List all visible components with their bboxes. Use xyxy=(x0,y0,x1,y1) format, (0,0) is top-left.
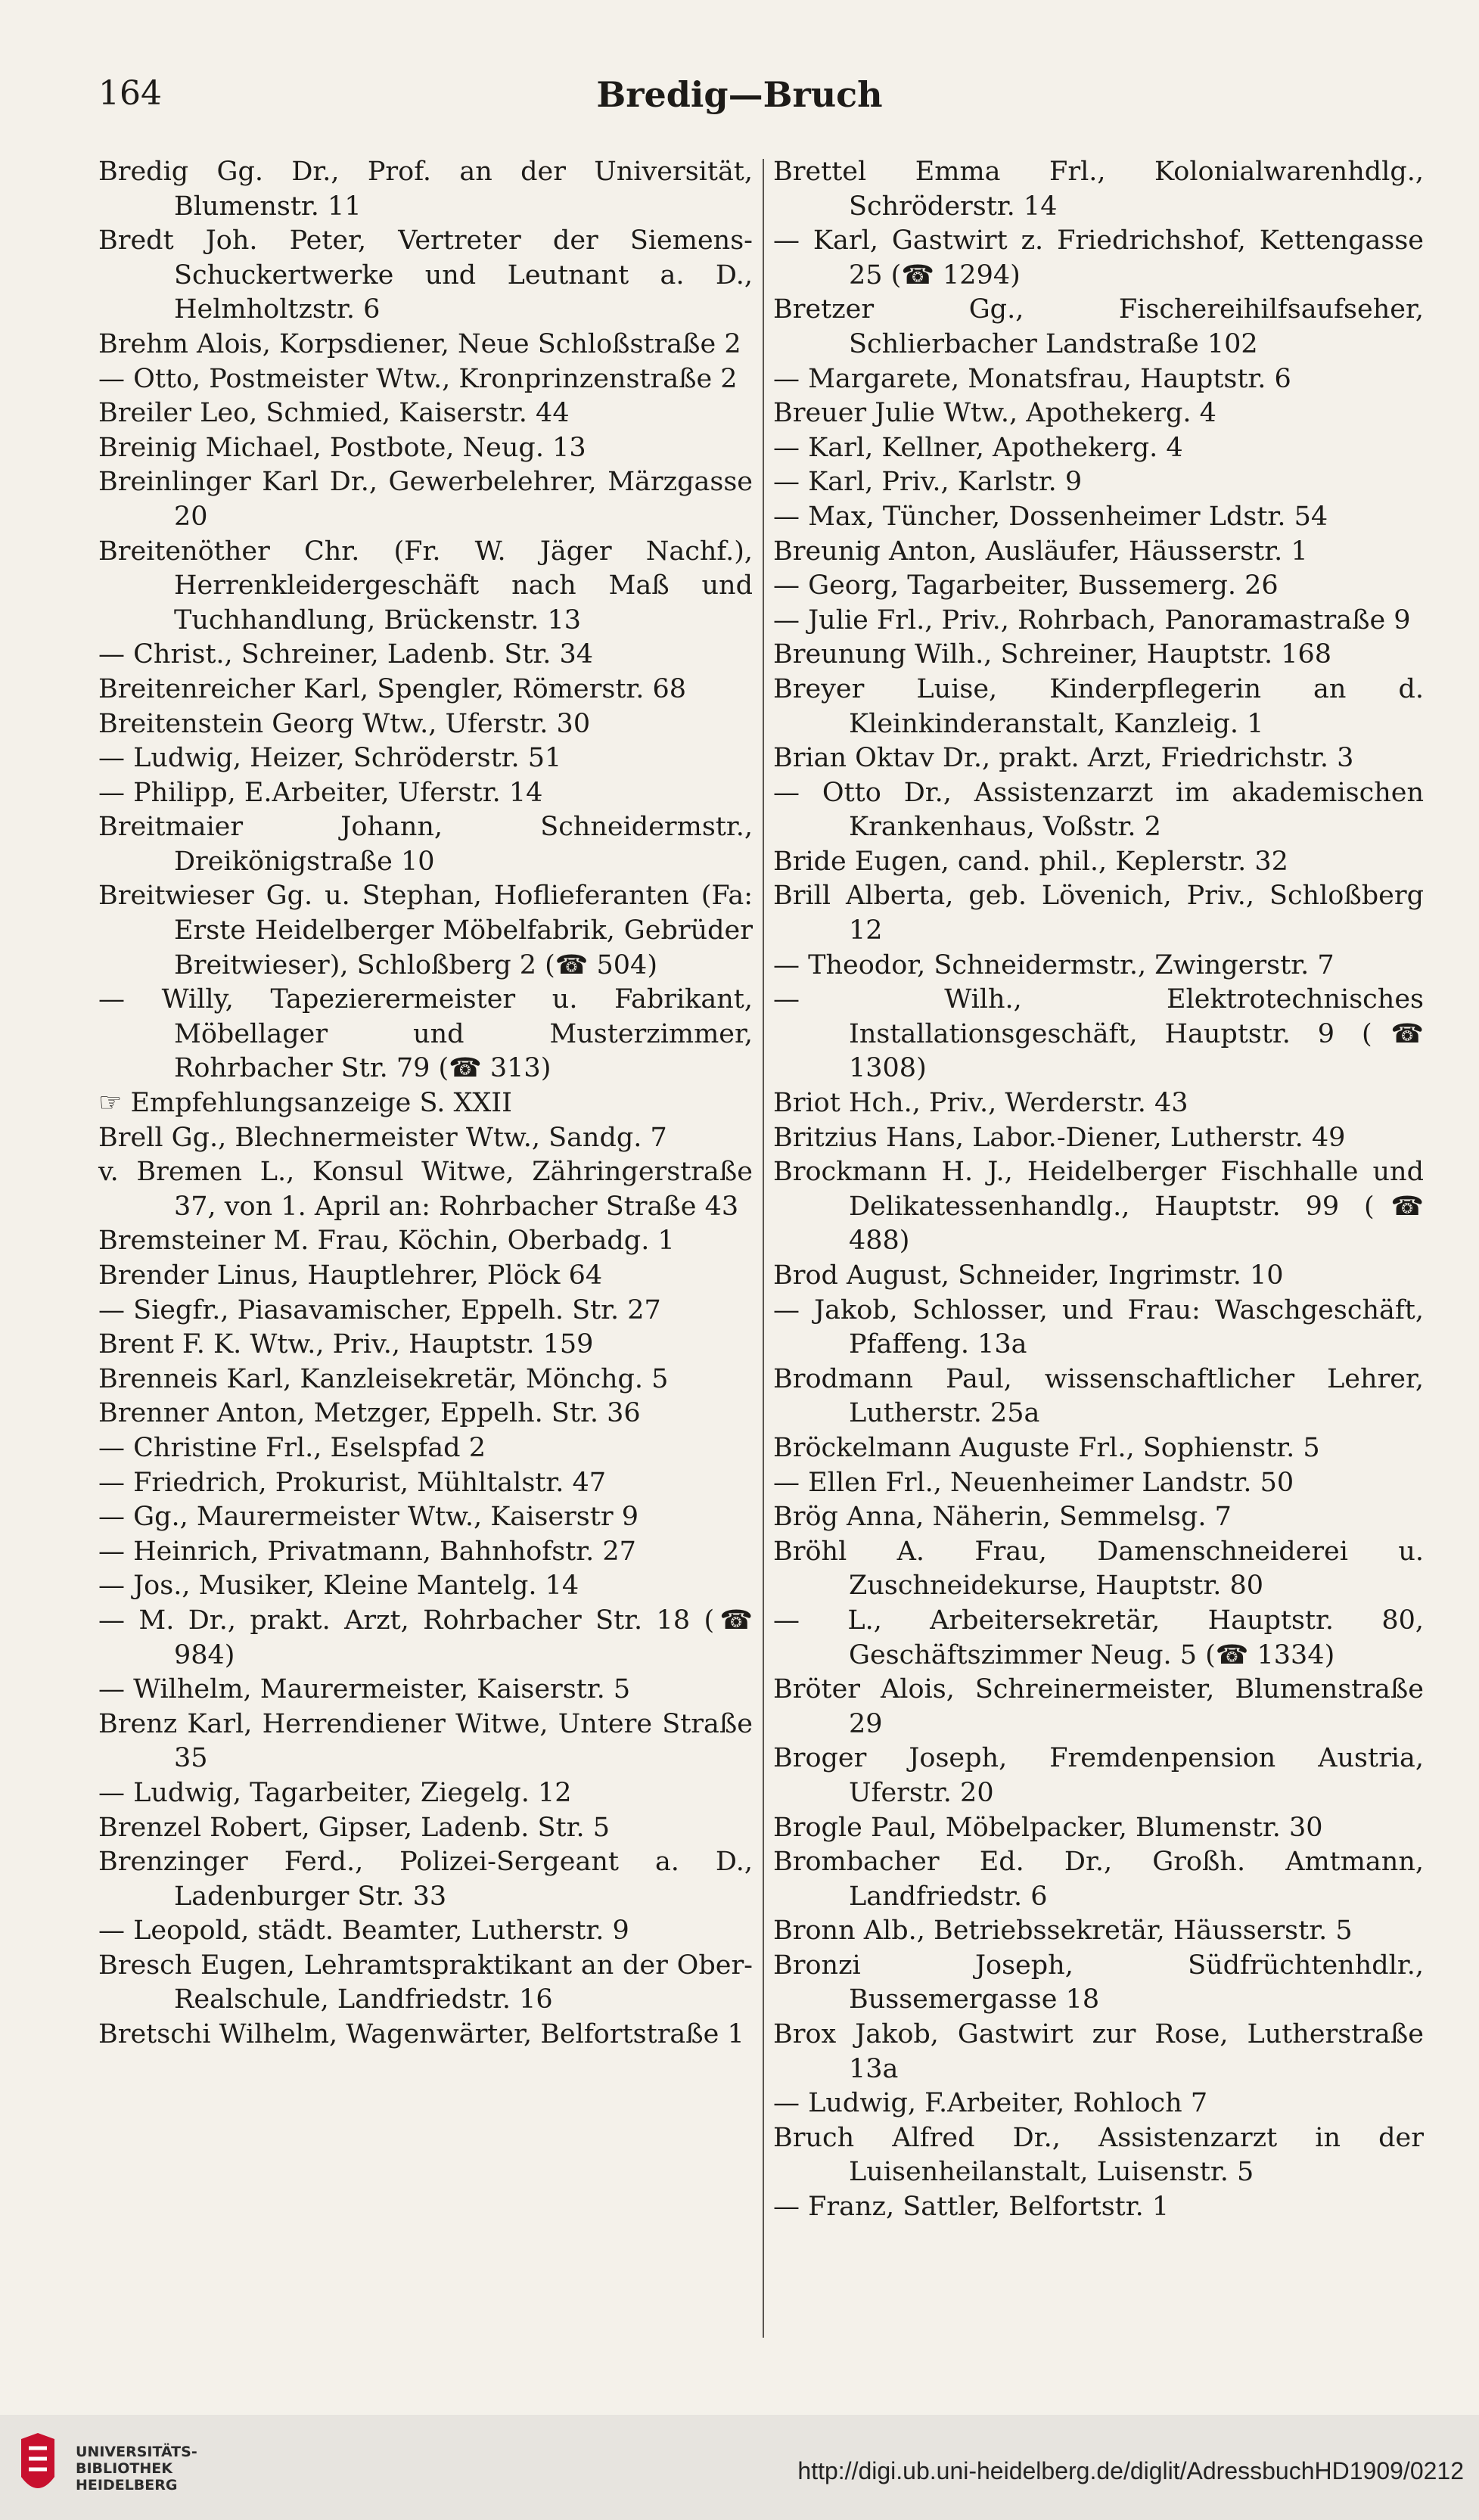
library-name xyxy=(76,2444,197,2494)
directory-entry: Bronn Alb., Betriebssekretär, Häusserstr. 5 xyxy=(773,1916,1353,1947)
directory-entry: — Christ., Schreiner, Ladenb. Str. 34 xyxy=(98,639,594,670)
directory-entry: Bredt Joh. Peter, Vertreter der Siemens-Schuckertwerke und Leutnant a. D., Helmholtzstr. 6 xyxy=(98,225,753,325)
right-column xyxy=(773,155,1424,2225)
library-name-line-3: HEIDELBERG xyxy=(76,2477,178,2494)
directory-entry: — Ludwig, Heizer, Schröderstr. 51 xyxy=(98,743,562,774)
directory-entry: — Georg, Tagarbeiter, Bussemerg. 26 xyxy=(773,570,1279,601)
directory-entry: Breinig Michael, Postbote, Neug. 13 xyxy=(98,432,586,463)
directory-entry: — Otto, Postmeister Wtw., Kronprinzenstraße 2 xyxy=(98,363,738,394)
directory-entry: Briot Hch., Priv., Werderstr. 43 xyxy=(773,1088,1188,1119)
directory-entry: — Margarete, Monatsfrau, Hauptstr. 6 xyxy=(773,363,1291,394)
directory-entry: Breuer Julie Wtw., Apothekerg. 4 xyxy=(773,398,1216,429)
directory-entry: Brill Alberta, geb. Lövenich, Priv., Schloßberg 12 xyxy=(773,881,1424,946)
directory-entry: Breyer Luise, Kinderpflegerin an d. Kleinkinderanstalt, Kanzleig. 1 xyxy=(773,673,1424,739)
directory-entry: — Leopold, städt. Beamter, Lutherstr. 9 xyxy=(98,1916,629,1947)
column-divider xyxy=(763,159,764,2338)
directory-entry: — Karl, Gastwirt z. Friedrichshof, Kettengasse 25 (☎ 1294) xyxy=(773,225,1424,291)
directory-entry: Brockmann H. J., Heidelberger Fischhalle und Delikatessenhandlg., Hauptstr. 99 (☎ 488) xyxy=(773,1157,1424,1257)
footer-bar xyxy=(0,2415,1479,2520)
directory-entry: Bröckelmann Auguste Frl., Sophienstr. 5 xyxy=(773,1432,1320,1463)
directory-entry: Breinlinger Karl Dr., Gewerbelehrer, Märzgasse 20 xyxy=(98,467,753,532)
directory-entry: — Heinrich, Privatmann, Bahnhofstr. 27 xyxy=(98,1536,636,1567)
directory-entry: — Theodor, Schneidermstr., Zwingerstr. 7 xyxy=(773,949,1335,980)
directory-entry: Britzius Hans, Labor.-Diener, Lutherstr. 49 xyxy=(773,1122,1346,1153)
directory-entry: — Otto Dr., Assistenzarzt im akademischen Krankenhaus, Voßstr. 2 xyxy=(773,777,1424,843)
running-head: Bredig—Bruch xyxy=(596,74,883,115)
directory-entry: Brenneis Karl, Kanzleisekretär, Mönchg. 5 xyxy=(98,1363,669,1394)
directory-entry: Brogle Paul, Möbelpacker, Blumenstr. 30 xyxy=(773,1812,1323,1843)
directory-entry: — L., Arbeitersekretär, Hauptstr. 80, Geschäftszimmer Neug. 5 (☎ 1334) xyxy=(773,1605,1424,1670)
directory-entry: Brian Oktav Dr., prakt. Arzt, Friedrichstr. 3 xyxy=(773,743,1354,774)
directory-entry: Breitenöther Chr. (Fr. W. Jäger Nachf.), Herrenkleidergeschäft nach Maß und Tuchhandlung, Brückenstr. 13 xyxy=(98,536,753,635)
directory-entry: ☞ Empfehlungsanzeige S. XXII xyxy=(98,1088,512,1119)
directory-entry: Brell Gg., Blechnermeister Wtw., Sandg. 7 xyxy=(98,1122,667,1153)
directory-entry: Bretschi Wilhelm, Wagenwärter, Belfortstraße 1 xyxy=(98,2019,744,2050)
directory-entry: — Wilh., Elektrotechnisches Installationsgeschäft, Hauptstr. 9 (☎ 1308) xyxy=(773,984,1424,1084)
directory-entry: — Friedrich, Prokurist, Mühltalstr. 47 xyxy=(98,1467,607,1498)
directory-entry: Bröter Alois, Schreinermeister, Blumenstraße 29 xyxy=(773,1674,1424,1739)
directory-entry: — Franz, Sattler, Belfortstr. 1 xyxy=(773,2192,1170,2223)
directory-entry: — Ellen Frl., Neuenheimer Landstr. 50 xyxy=(773,1467,1294,1498)
directory-entry: v. Bremen L., Konsul Witwe, Zähringerstraße 37, von 1. April an: Rohrbacher Straße 43 xyxy=(98,1157,753,1222)
directory-entry: Brender Linus, Hauptlehrer, Plöck 64 xyxy=(98,1260,603,1291)
directory-entry: Brox Jakob, Gastwirt zur Rose, Lutherstraße 13a xyxy=(773,2019,1424,2084)
directory-entry: — Jos., Musiker, Kleine Mantelg. 14 xyxy=(98,1571,579,1602)
directory-entry: — M. Dr., prakt. Arzt, Rohrbacher Str. 18 (☎ 984) xyxy=(98,1605,753,1670)
directory-entry: — Jakob, Schlosser, und Frau: Waschgeschäft, Pfaffeng. 13a xyxy=(773,1294,1424,1360)
directory-entry: — Siegfr., Piasavamischer, Eppelh. Str. 27 xyxy=(98,1294,661,1325)
directory-entry: Brehm Alois, Korpsdiener, Neue Schloßstraße 2 xyxy=(98,328,741,359)
directory-entry: Brombacher Ed. Dr., Großh. Amtmann, Landfriedstr. 6 xyxy=(773,1847,1424,1912)
directory-entry: Brenzinger Ferd., Polizei-Sergeant a. D., Ladenburger Str. 33 xyxy=(98,1847,753,1912)
university-logo-icon xyxy=(15,2431,61,2503)
directory-entry: Brettel Emma Frl., Kolonialwarenhdlg., Schröderstr. 14 xyxy=(773,157,1424,222)
page-number: 164 xyxy=(98,74,162,113)
directory-entry: — Max, Tüncher, Dossenheimer Ldstr. 54 xyxy=(773,501,1328,532)
directory-entry: — Wilhelm, Maurermeister, Kaiserstr. 5 xyxy=(98,1674,631,1705)
directory-entry: Brenner Anton, Metzger, Eppelh. Str. 36 xyxy=(98,1398,641,1429)
library-name-line-1: UNIVERSITÄTS- xyxy=(76,2444,197,2460)
directory-entry: Brod August, Schneider, Ingrimstr. 10 xyxy=(773,1260,1284,1291)
directory-entry: Brenzel Robert, Gipser, Ladenb. Str. 5 xyxy=(98,1812,611,1843)
directory-entry: Brenz Karl, Herrendiener Witwe, Untere Straße 35 xyxy=(98,1708,753,1774)
directory-entry: Breunung Wilh., Schreiner, Hauptstr. 168 xyxy=(773,639,1332,670)
directory-entry: Bresch Eugen, Lehramtspraktikant an der Ober-Realschule, Landfriedstr. 16 xyxy=(98,1950,753,2015)
directory-entry: Bremsteiner M. Frau, Köchin, Oberbadg. 1 xyxy=(98,1226,675,1257)
directory-entry: Breiler Leo, Schmied, Kaiserstr. 44 xyxy=(98,398,570,429)
directory-entry: Breitenstein Georg Wtw., Uferstr. 30 xyxy=(98,708,591,739)
directory-entry: — Karl, Priv., Karlstr. 9 xyxy=(773,467,1083,498)
directory-entry: Breunig Anton, Ausläufer, Häusserstr. 1 xyxy=(773,536,1308,567)
directory-entry: Brent F. K. Wtw., Priv., Hauptstr. 159 xyxy=(98,1329,594,1360)
directory-entry: — Ludwig, Tagarbeiter, Ziegelg. 12 xyxy=(98,1777,572,1808)
directory-entry: Broger Joseph, Fremdenpension Austria, Uferstr. 20 xyxy=(773,1743,1424,1808)
directory-entry: — Christine Frl., Eselspfad 2 xyxy=(98,1432,486,1463)
library-name-line-2: BIBLIOTHEK xyxy=(76,2460,172,2477)
directory-entry: Bruch Alfred Dr., Assistenzarzt in der Luisenheilanstalt, Luisenstr. 5 xyxy=(773,2122,1424,2188)
directory-entry: Bredig Gg. Dr., Prof. an der Universität, Blumenstr. 11 xyxy=(98,157,753,222)
directory-entry: Breitenreicher Karl, Spengler, Römerstr. 68 xyxy=(98,673,687,704)
directory-entry: Breitwieser Gg. u. Stephan, Hoflieferanten (Fa: Erste Heidelberger Möbelfabrik, Gebrüder Breitwieser), Schloßberg 2 (☎ 504) xyxy=(98,881,753,980)
directory-entry: — Willy, Tapezierermeister u. Fabrikant, Möbellager und Musterzimmer, Rohrbacher Str. 79 (☎ 313) xyxy=(98,984,753,1084)
directory-entry: Bröhl A. Frau, Damenschneiderei u. Zuschneidekurse, Hauptstr. 80 xyxy=(773,1536,1424,1602)
directory-entry: — Julie Frl., Priv., Rohrbach, Panoramastraße 9 xyxy=(773,604,1411,635)
directory-entry: Bronzi Joseph, Südfrüchtenhdlr., Bussemergasse 18 xyxy=(773,1950,1424,2015)
directory-entry: Bretzer Gg., Fischereihilfsaufseher, Schlierbacher Landstraße 102 xyxy=(773,294,1424,359)
directory-entry: — Gg., Maurermeister Wtw., Kaiserstr 9 xyxy=(98,1502,639,1533)
left-column xyxy=(98,155,753,2052)
directory-entry: Breitmaier Johann, Schneidermstr., Dreikönigstraße 10 xyxy=(98,812,753,877)
directory-entry: Bride Eugen, cand. phil., Keplerstr. 32 xyxy=(773,846,1288,877)
directory-entry: — Ludwig, F.Arbeiter, Rohloch 7 xyxy=(773,2088,1208,2119)
directory-entry: Brög Anna, Näherin, Semmelsg. 7 xyxy=(773,1502,1232,1533)
source-url[interactable]: http://digi.ub.uni-heidelberg.de/diglit/AdressbuchHD1909/0212 xyxy=(797,2457,1464,2484)
directory-entry: — Karl, Kellner, Apothekerg. 4 xyxy=(773,432,1183,463)
directory-entry: Brodmann Paul, wissenschaftlicher Lehrer, Lutherstr. 25a xyxy=(773,1363,1424,1429)
directory-entry: — Philipp, E.Arbeiter, Uferstr. 14 xyxy=(98,777,543,808)
